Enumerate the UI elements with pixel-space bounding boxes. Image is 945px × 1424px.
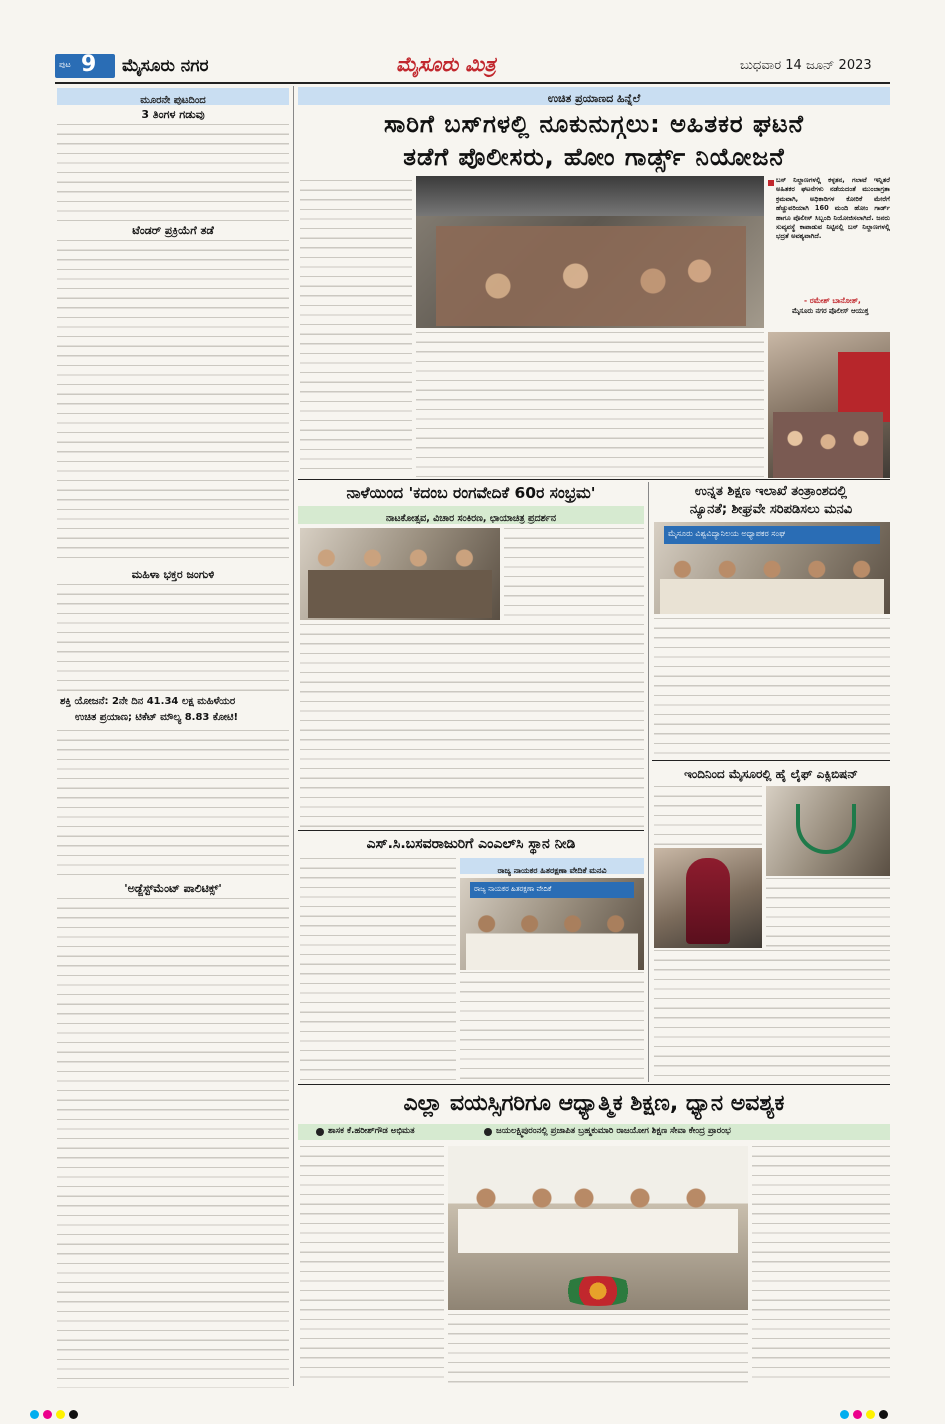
mlc-subhead-text: ರಾಜ್ಯ ನಾಯಕರ ಹಿತರಕ್ಷಣಾ ವೇದಿಕೆ ಮನವಿ [497, 866, 607, 875]
kadamba-subhead-text: ನಾಟಕೋತ್ಸವ, ವಿಚಾರ ಸಂಕಿರಣ, ಛಾಯಾಚಿತ್ರ ಪ್ರದರ್ಶನ [385, 513, 557, 524]
stat-line-1: ಶಕ್ತಿ ಯೋಜನೆ: 2ನೇ ದಿನ 41.34 ಲಕ್ಷ ಮಹಿಳೆಯರ [60, 696, 236, 707]
paper-logo: ಮೈಸೂರು ಮಿತ್ರ [396, 52, 496, 76]
registration-marks-right [840, 1404, 920, 1416]
rangoli-shape [558, 1276, 638, 1306]
edu-headline-1: ಉನ್ನತ ಶಿಕ್ಷಣ ಇಲಾಖೆ ತಂತ್ರಾಂಶದಲ್ಲಿ [694, 484, 848, 499]
people-shape [458, 1176, 738, 1286]
spiritual-sub2: ಜಯಲಕ್ಷ್ಮಿಪುರಂನಲ್ಲಿ ಪ್ರಜಾಪಿತ ಬ್ರಹ್ಮಕುಮಾರಿ ರಾಜಯೋಗ ಶಿಕ್ಷಣ ಸೇವಾ ಕೇಂದ್ರ ಪ್ರಾರಂಭ [496, 1126, 731, 1136]
masthead [0, 50, 945, 82]
edu-press-photo [654, 522, 890, 614]
spiritual-body-c [752, 1146, 890, 1386]
body-left-4 [57, 730, 289, 878]
kadamba-body-b [300, 624, 644, 828]
kadamba-launch-photo [300, 528, 500, 620]
top-story-body-a [300, 180, 412, 476]
mid-divider [648, 482, 649, 1082]
column-divider [293, 86, 294, 1386]
mlc-body-b [460, 972, 644, 1080]
body-left-1 [57, 124, 289, 224]
page-label: ಪುಟ [59, 60, 71, 69]
section-title: ಮೈಸೂರು ನಗರ [122, 56, 209, 76]
mlc-banner [470, 882, 634, 898]
masthead-rule [55, 82, 890, 84]
bullet-icon [316, 1128, 324, 1136]
issue-date: ಬುಧವಾರ 14 ಜೂನ್ 2023 [740, 58, 872, 73]
edu-banner [664, 526, 880, 544]
quote-text: ಬಸ್ ನಿಲ್ದಾಣಗಳಲ್ಲಿ ಕಳ್ಳತನ, ಗಲಾಟೆ ಇನ್ನಿತರೆ ಅಹಿತಕರ ಘಟನೆಗಳು ನಡೆಯದಂತೆ ಮುಂಜಾಗ್ರತಾ ಕ್ರಮವಾಗಿ, ಅಧಿಕಾರಿಗಳ ಕೋರಿಕೆ ಮೇರೆಗೆ ಹೆಚ್ಚುವರಿಯಾಗಿ 160 ಮಂದಿ ಹೋಂ ಗಾರ್ಡ್ ಹಾಗೂ ಪೊಲೀಸ್ ಸಿಬ್ಬಂದಿ ನಿಯೋಜಿಸಲಾಗಿದೆ. ಜನರು ಸುವ್ಯವಸ್ಥೆ ಕಾಪಾಡುವ ನಿಟ್ಟಿನಲ್ಲಿ ಬಸ್ ನಿಲ್ದಾಣಗಳಲ್ಲಿ ಭದ್ರತೆ ಅವಶ್ಯವಾಗಿದೆ. [776, 176, 890, 241]
mlc-headline: ಎಸ್.ಸಿ.ಬಸವರಾಜುರಿಗೆ ಎಂಎಲ್‌ಸಿ ಸ್ಥಾನ ನೀಡಿ [366, 836, 576, 852]
mlc-press-photo [460, 878, 644, 970]
people-shape [773, 412, 883, 478]
dress-shape [686, 858, 730, 944]
body-left-5 [57, 898, 289, 1388]
top-story-body-b [416, 332, 764, 478]
continued-banner [57, 88, 289, 105]
mlc-people-shape [466, 904, 638, 970]
spiritual-body-b [448, 1314, 748, 1386]
mlc-subhead [460, 858, 644, 874]
spiritual-body-a [300, 1146, 444, 1386]
quote-author: - ರಮೇಶ್ ಬಾನೋತ್, [804, 296, 861, 305]
crowd-shape [436, 226, 746, 326]
spiritual-top-rule [298, 1084, 890, 1085]
hilife-dress-photo [654, 848, 762, 948]
kadamba-people-shape [308, 538, 492, 618]
hilife-headline: ಇಂದಿನಿಂದ ಮೈಸೂರಲ್ಲಿ ಹೈ ಲೈಫ್ ಎಕ್ಸಿಬಿಷನ್ [684, 767, 858, 781]
quote-role: ಮೈಸೂರು ನಗರ ಪೊಲೀಸ್ ಆಯುಕ್ತ [792, 307, 869, 315]
subhead-women-devotees: ಮಹಿಳಾ ಭಕ್ತರ ಜಂಗುಳಿ [131, 568, 215, 581]
edu-body [654, 618, 890, 758]
mlc-banner-text: ರಾಜ್ಯ ನಾಯಕರ ಹಿತರಕ್ಷಣಾ ವೇದಿಕೆ [474, 885, 552, 893]
registration-marks-left [30, 1404, 110, 1416]
bullet-icon [484, 1128, 492, 1136]
top-story-bottom-rule [298, 479, 890, 480]
quote-bullet-icon [768, 180, 774, 186]
mlc-body-a [300, 858, 456, 1080]
kadamba-subhead [298, 506, 644, 524]
subhead-tender: ಟೆಂಡರ್ ಪ್ರಕ್ರಿಯೆಗೆ ತಡೆ [132, 224, 214, 237]
mlc-top-rule [298, 830, 644, 831]
spiritual-headline: ಎಲ್ಲಾ ವಯಸ್ಸಿಗರಿಗೂ ಆಧ್ಯಾತ್ಮಿಕ ಶಿಕ್ಷಣ, ಧ್ಯಾನ ಅವಶ್ಯಕ [403, 1091, 785, 1116]
body-left-2 [57, 240, 289, 566]
kicker-text: ಉಚಿತ ಪ್ರಯಾಣದ ಹಿನ್ನೆಲೆ [547, 92, 641, 105]
top-story-kicker [298, 87, 890, 105]
spiritual-subhead-bar [298, 1124, 890, 1140]
edu-headline-2: ನ್ಯೂನತೆ; ಶೀಘ್ರವೇ ಸರಿಪಡಿಸಲು ಮನವಿ [689, 502, 853, 517]
subhead-deadline: 3 ತಿಂಗಳ ಗಡುವು [141, 108, 205, 121]
hilife-body-c [654, 950, 890, 1082]
hilife-body-b [766, 878, 890, 948]
bus-stand-photo [768, 332, 890, 478]
hilife-jewellery-photo [766, 786, 890, 876]
top-headline-1: ಸಾರಿಗೆ ಬಸ್‌ಗಳಲ್ಲಿ ನೂಕುನುಗ್ಗಲು: ಅಹಿತಕರ ಘಟನೆ [384, 110, 804, 138]
edu-banner-text: ಮೈಸೂರು ವಿಶ್ವವಿದ್ಯಾನಿಲಯ ಅಧ್ಯಾಪಕರ ಸಂಘ [668, 529, 786, 538]
edu-bottom-rule [652, 760, 890, 761]
bus-crowd-photo [416, 176, 764, 328]
top-headline-2: ತಡೆಗೆ ಪೊಲೀಸರು, ಹೋಂ ಗಾರ್ಡ್ಸ್ ನಿಯೋಜನೆ [403, 143, 785, 171]
edu-people-shape [660, 550, 884, 614]
kadamba-body-a [504, 528, 644, 620]
lamp-lighting-photo [448, 1146, 748, 1310]
quote-box [768, 176, 890, 328]
continued-banner-text: ಮೂರನೇ ಪುಟದಿಂದ [140, 95, 206, 106]
necklace-shape [796, 804, 856, 854]
bus-window-strip [416, 176, 764, 216]
page-number-box [55, 54, 115, 78]
stat-line-2: ಉಚಿತ ಪ್ರಯಾಣ; ಟಿಕೆಟ್ ಮೌಲ್ಯ 8.83 ಕೋಟಿ! [75, 712, 239, 723]
spiritual-sub1: ಶಾಸಕ ಕೆ.ಹರೀಶ್‌ಗೌಡ ಅಭಿಮತ [328, 1126, 415, 1136]
body-left-3 [57, 584, 289, 692]
subhead-adjustment: 'ಅಡ್ಜೆಸ್ಟ್‌ಮೆಂಟ್ ಪಾಲಿಟಿಕ್ಸ್' [124, 882, 222, 895]
kadamba-headline: ನಾಳೆಯಿಂದ 'ಕದಂಬ ರಂಗವೇದಿಕೆ 60ರ ಸಂಭ್ರಮ' [346, 484, 596, 502]
hilife-body-a [654, 786, 762, 846]
page-number: 9 [81, 52, 97, 77]
